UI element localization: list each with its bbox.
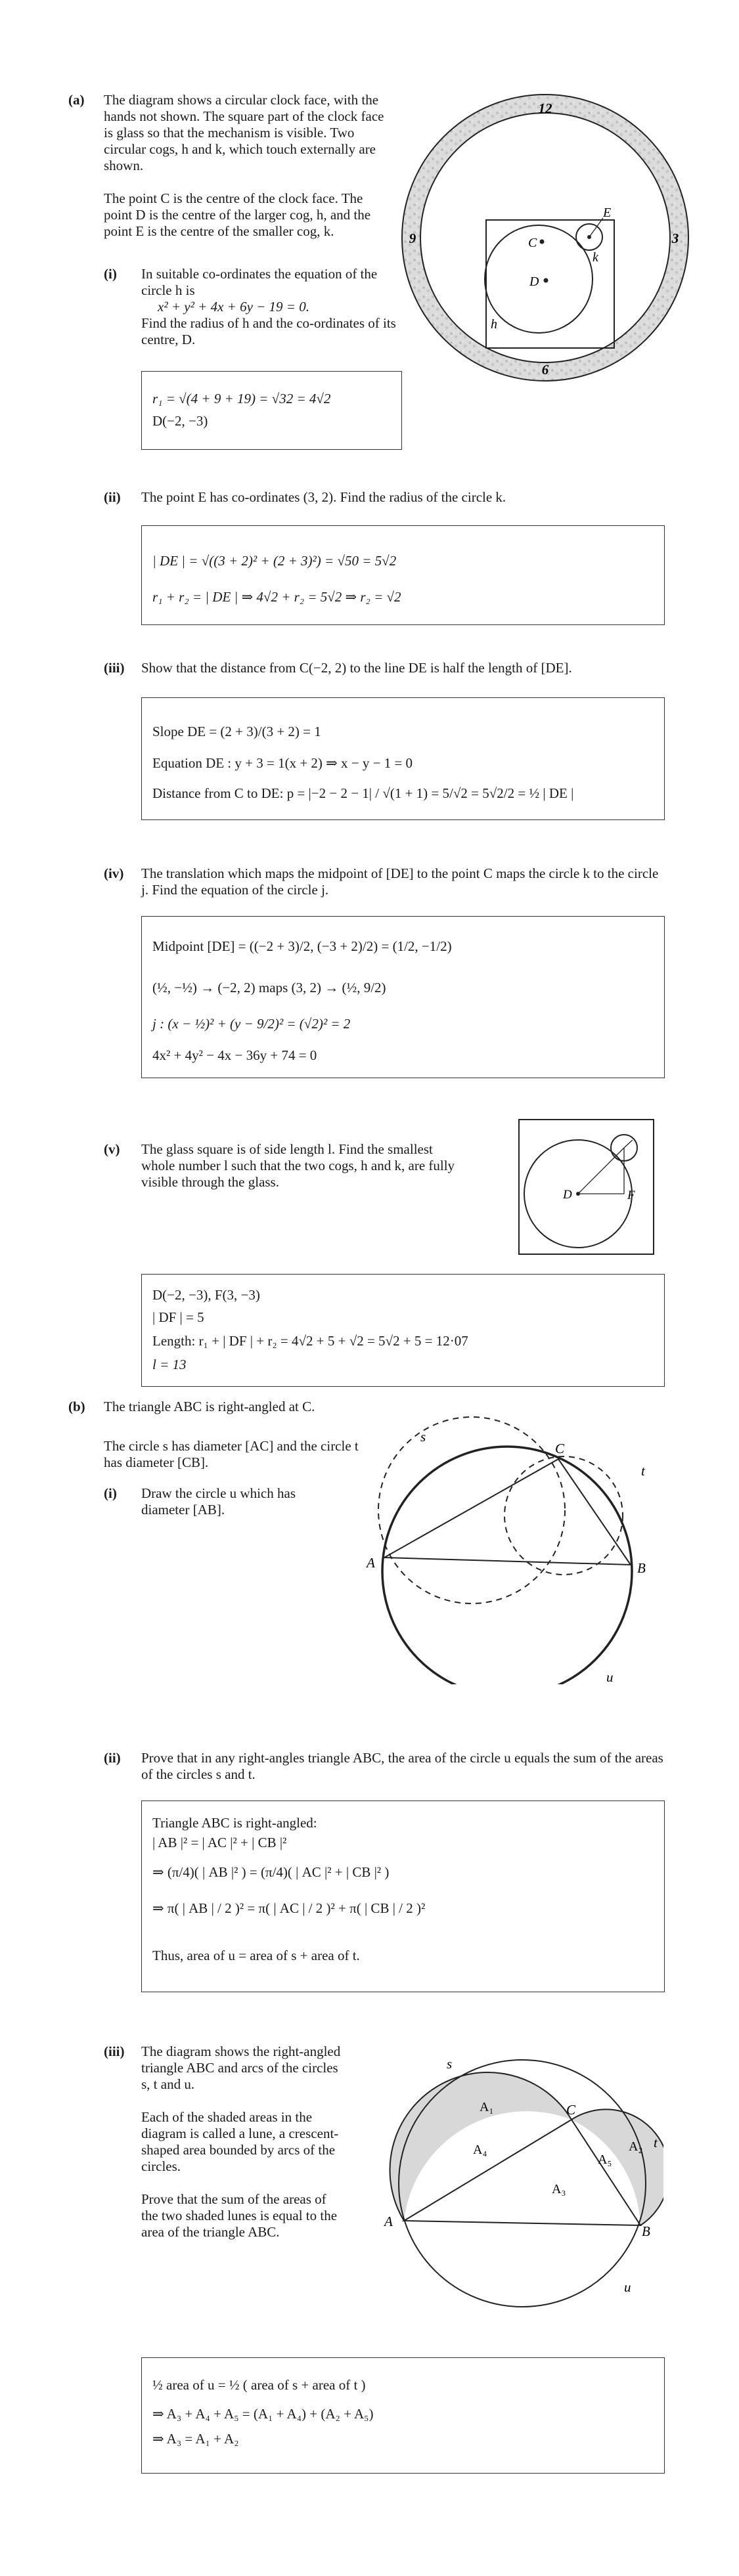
q-a-i-equation: x² + y² + 4x + 6y − 19 = 0. <box>158 299 309 315</box>
area-a3-label: A₃ <box>552 2182 566 2196</box>
area-a4-label: A₄ <box>473 2143 487 2157</box>
q-b-ii-text: Prove that in any right-angles triangle ABC, the area of the circle u equals the sum of the areas of the circles s and t. <box>141 1750 663 1782</box>
point-c-label-b: C <box>555 1441 565 1456</box>
clock-diagram <box>394 92 703 384</box>
answer-a-v-line-4: l = 13 <box>152 1357 187 1372</box>
answer-a-iv-line-4: 4x² + 4y² − 4x − 36y + 74 = 0 <box>152 1047 317 1063</box>
point-f-label: F <box>627 1189 635 1202</box>
part-a-intro-1: The diagram shows a circular clock face, with the hands not shown. The square part of the clock face is glass so that the mechanism is visible. Two circular cogs, h and k, which touch externally are shown. <box>104 92 384 173</box>
clock-number-6: 6 <box>541 362 549 378</box>
cog-h-label: h <box>491 317 497 332</box>
q-a-v-text: The glass square is of side length l. Find the smallest whole number l such that the two cogs, h and k, are fully visible through the glass. <box>141 1141 455 1190</box>
area-a5-label: A₅ <box>598 2152 612 2167</box>
answer-b-ii-line-3: ⇒ (π/4)( | AB |² ) = (π/4)( | AC |² + | CB |² ) <box>152 1864 390 1880</box>
q-b-i-text: Draw the circle u which has diameter [AB]. <box>141 1485 296 1517</box>
q-a-ii-text: The point E has co-ordinates (3, 2). Find the radius of the circle k. <box>141 489 506 505</box>
lune-t-label: t <box>654 2135 658 2150</box>
answer-b-iii-line-3: ⇒ A₃ = A₁ + A₂ <box>152 2431 239 2447</box>
answer-b-iii-line-1: ½ area of u = ½ ( area of s + area of t ) <box>152 2377 366 2393</box>
circle-t-label: t <box>641 1463 645 1479</box>
clock-number-12: 12 <box>538 100 552 116</box>
lunes-diagram <box>371 2052 663 2318</box>
answer-a-iii-line-1: Slope DE = (2 + 3)/(3 + 2) = 1 <box>152 724 321 739</box>
q-a-v-label: (v) <box>104 1141 120 1157</box>
point-c-label: C <box>528 236 537 250</box>
answer-a-i-line-2: D(−2, −3) <box>152 413 208 429</box>
point-d-label: D <box>529 274 539 289</box>
cog-k-label: k <box>593 250 598 265</box>
glass-square-diagram <box>516 1116 657 1257</box>
answer-a-i-line-1: r₁ = √(4 + 9 + 19) = √32 = 4√2 <box>152 391 331 406</box>
triangle-circles-diagram <box>355 1395 663 1684</box>
answer-a-ii-line-2: r₁ + r₂ = | DE | ⇒ 4√2 + r₂ = 5√2 ⇒ r₂ = √2 <box>152 589 401 605</box>
lune-point-c-label: C <box>566 2102 576 2118</box>
answer-b-ii-line-5: Thus, area of u = area of s + area of t. <box>152 1948 360 1963</box>
answer-b-ii-line-2: | AB |² = | AC |² + | CB |² <box>152 1835 287 1850</box>
triangle-abc <box>384 1459 631 1565</box>
part-b-intro-2: The circle s has diameter [AC] and the circle t has diameter [CB]. <box>104 1438 359 1470</box>
point-b-label: B <box>637 1560 646 1576</box>
lune-s-label: s <box>447 2056 453 2072</box>
answer-a-v-line-3: Length: r₁ + | DF | + r₂ = 4√2 + 5 + √2 = 5√2 + 5 = 12·07 <box>152 1333 468 1349</box>
q-b-i-label: (i) <box>104 1485 117 1501</box>
circle-u <box>382 1447 632 1684</box>
q-a-i-label: (i) <box>104 266 117 282</box>
answer-a-v-line-2: | DF | = 5 <box>152 1309 204 1325</box>
q-a-iii-label: (iii) <box>104 660 125 676</box>
answer-a-iii-line-3: Distance from C to DE: p = |−2 − 2 − 1| / √(1 + 1) = 5/√2 = 5√2/2 = ½ | DE | <box>152 785 574 801</box>
answer-a-iv-line-2: (½, −½) → (−2, 2) maps (3, 2) → (½, 9/2) <box>152 980 386 995</box>
circle-s-label: s <box>420 1429 426 1445</box>
area-a1-label: A₁ <box>480 2100 494 2114</box>
clock-face <box>420 113 670 362</box>
q-b-iii-text-2: Each of the shaded areas in the diagram is called a lune, a crescent-shaped area bounded by arcs of the circles. <box>141 2109 339 2174</box>
circle-s <box>378 1417 565 1604</box>
point-e-label: E <box>603 206 612 220</box>
answer-box-a-ii <box>141 525 665 625</box>
point-a-label: A <box>367 1555 375 1571</box>
q-b-iii-text-1: The diagram shows the right-angled triangle ABC and arcs of the circles s, t and u. <box>141 2043 341 2092</box>
answer-a-iv-line-1: Midpoint [DE] = ((−2 + 3)/2, (−3 + 2)/2) = (1/2, −1/2) <box>152 938 452 954</box>
q-b-iii-text-3: Prove that the sum of the areas of the two shaded lunes is equal to the area of the triangle ABC. <box>141 2191 338 2240</box>
answer-box-a-iv <box>141 916 665 1078</box>
answer-box-b-iii <box>141 2357 665 2474</box>
circle-t <box>504 1456 623 1575</box>
answer-a-iii-line-2: Equation DE : y + 3 = 1(x + 2) ⇒ x − y − 1 = 0 <box>152 755 413 771</box>
clock-number-3: 3 <box>671 230 679 246</box>
answer-a-ii-line-1: | DE | = √((3 + 2)² + (2 + 3)²) = √50 = 5√2 <box>152 553 397 569</box>
part-a-intro-2: The point C is the centre of the clock face. The point D is the centre of the larger cog, h, and the point E is the centre of the smaller cog, k. <box>104 190 371 239</box>
answer-a-iv-line-3: j : (x − ½)² + (y − 9/2)² = (√2)² = 2 <box>152 1016 351 1032</box>
answer-a-v-line-1: D(−2, −3), F(3, −3) <box>152 1287 260 1303</box>
q-a-ii-label: (ii) <box>104 489 121 505</box>
answer-b-iii-line-2: ⇒ A₃ + A₄ + A₅ = (A₁ + A₄) + (A₂ + A₅) <box>152 2406 374 2422</box>
answer-box-a-v <box>141 1274 665 1387</box>
q-a-iv-text: The translation which maps the midpoint of [DE] to the point C maps the circle k to the circle j. Find the equation of the circle j. <box>141 865 659 898</box>
q-a-i-text-1: In suitable co-ordinates the equation of the circle h is <box>141 266 378 298</box>
lune-point-a-label: A <box>384 2214 393 2229</box>
answer-box-a-iii <box>141 697 665 820</box>
answer-box-a-i <box>141 371 402 450</box>
answer-b-ii-line-1: Triangle ABC is right-angled: <box>152 1815 317 1831</box>
circle-u-label: u <box>606 1669 614 1684</box>
part-a-label: (a) <box>68 92 85 108</box>
part-b-label: (b) <box>68 1399 85 1414</box>
area-a2-label: A₂ <box>629 2139 643 2154</box>
part-b-intro-1: The triangle ABC is right-angled at C. <box>104 1399 315 1414</box>
clock-number-9: 9 <box>409 230 416 246</box>
point-d-label-small: D <box>563 1188 572 1202</box>
answer-b-ii-line-4: ⇒ π( | AB | / 2 )² = π( | AC | / 2 )² + π( | CB | / 2 )² <box>152 1900 426 1916</box>
q-a-iv-label: (iv) <box>104 865 124 881</box>
lune-point-b-label: B <box>642 2223 650 2239</box>
q-b-ii-label: (ii) <box>104 1750 121 1766</box>
lune-u-label: u <box>624 2279 631 2295</box>
answer-box-b-ii <box>141 1801 665 1992</box>
q-a-iii-text: Show that the distance from C(−2, 2) to the line DE is half the length of [DE]. <box>141 660 572 676</box>
q-b-iii-label: (iii) <box>104 2043 125 2059</box>
q-a-i-text-2: Find the radius of h and the co-ordinates of its centre, D. <box>141 315 396 347</box>
